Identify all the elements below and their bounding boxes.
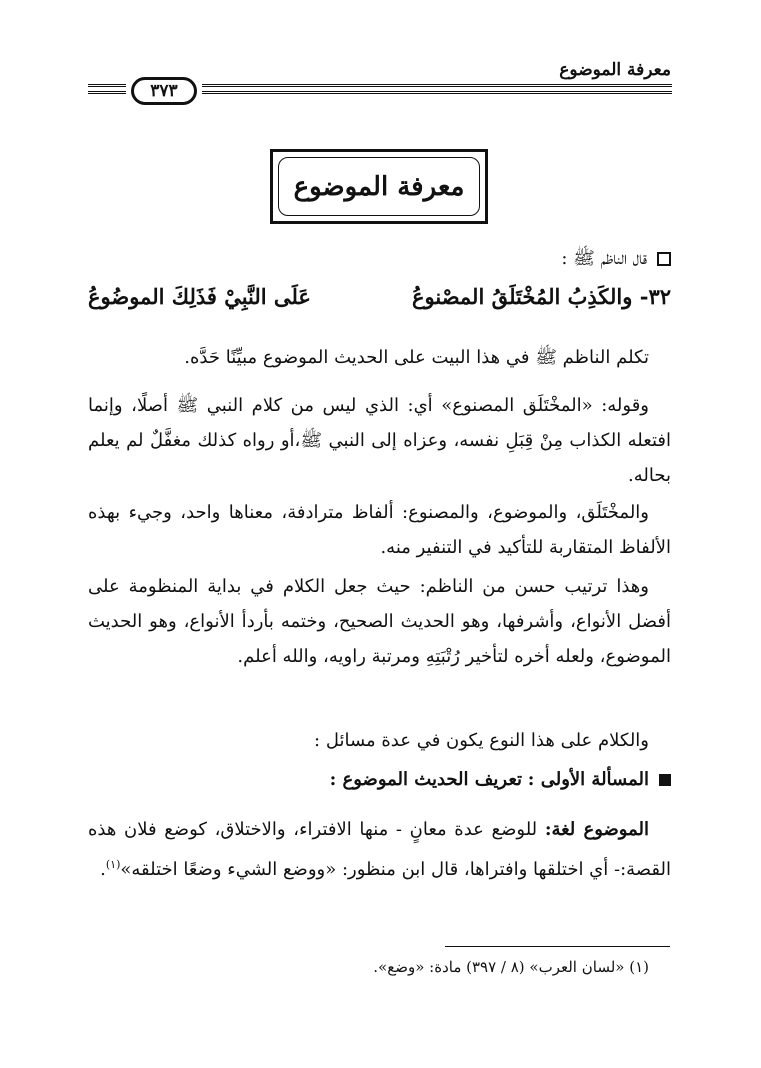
definition-term: الموضوع لغة: <box>544 819 649 840</box>
header-rule-left-2 <box>88 91 126 94</box>
open-square-icon <box>657 252 671 266</box>
intro-line <box>88 241 671 276</box>
header-rule-right <box>202 84 672 87</box>
footnote-rule <box>445 946 670 947</box>
header-rule-right-2 <box>202 91 672 94</box>
page-number: ٣٧٣ <box>131 77 197 105</box>
paragraph-1: تكلم الناظم ﷺ في هذا البيت على الحديث الموضوع مبيِّنًا حَدَّه. <box>184 347 649 368</box>
verse-second-hemistich: عَلَى النَّبِيْ فَذَلِكَ الموضُوعُ <box>88 284 311 309</box>
footnote-reference: (١) <box>105 858 121 871</box>
chapter-title-frame <box>270 149 488 224</box>
paragraph-4: وهذا ترتيب حسن من الناظم: حيث جعل الكلام في بداية المنظومة على أفضل الأنواع، وأشرفها، وهو الحديث الصحيح، وختمه بأردأ الأنواع، وهو الحديث الموضوع، ولعله أخره لتأخير رُتْبَتِهِ ومرتبة راويه، والله أعلم. <box>88 576 671 667</box>
footnote: (١) «لسان العرب» (٨ / ٣٩٧) مادة: «وضع». <box>373 958 649 976</box>
paragraph-2: وقوله: «المخْتَلَق المصنوع» أي: الذي ليس من كلام النبي ﷺ أصلًا، وإنما افتعله الكذاب مِنْ قِبَلِ نفسه، وعزاه إلى النبي ﷺ،أو رواه كذلك مغفَّلٌ لم يعلم بحاله. <box>88 395 671 486</box>
section-text: تعريف الحديث الموضوع : <box>329 769 523 790</box>
definition-paragraph <box>88 812 671 887</box>
poem-verse <box>88 280 671 320</box>
verse-first-hemistich: ٣٢- والكَذِبُ المُخْتَلَقُ المصْنوعُ <box>411 284 671 309</box>
section-heading <box>88 762 671 797</box>
definition-text: للوضع عدة معانٍ - منها الافتراء، والاختلاق، كوضع فلان هذه القصة:- أي اختلقها وافتراها، قال ابن منظور: «ووضع الشيء وضعًا اختلقه» <box>88 819 671 880</box>
filled-square-icon <box>659 774 671 786</box>
paragraph-5: والكلام على هذا النوع يكون في عدة مسائل : <box>314 730 649 751</box>
intro-text: قال الناظم ﷺ : <box>561 248 647 269</box>
definition-end: . <box>100 859 106 880</box>
section-label: المسألة الأولى : <box>527 769 649 790</box>
chapter-title: معرفة الموضوع <box>278 157 480 216</box>
running-title: معرفة الموضوع <box>559 60 671 80</box>
header-rule-left <box>88 84 126 87</box>
paragraph-3: والمخْتَلَق، والموضوع، والمصنوع: ألفاظ مترادفة، معناها واحد، وجيء بهذه الألفاظ المتقاربة للتأكيد في التنفير منه. <box>88 502 671 558</box>
